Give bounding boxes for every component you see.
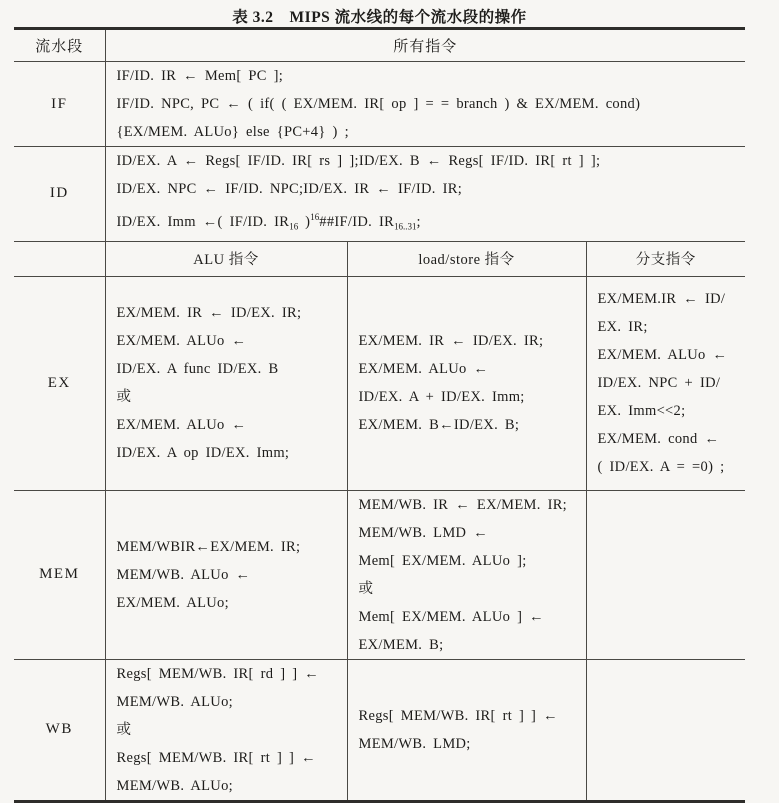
formula-line: IF/ID. NPC, PC ← ( if( ( EX/MEM. IR[ op ] = = branch ) & EX/MEM. cond) [116,96,641,112]
formula-line: ID/EX. A op ID/EX. Imm; [116,445,290,462]
cell-mem-load-store [347,490,586,659]
formula-line: 或 [116,389,132,406]
formula-line: EX/MEM. ALUo ← [358,361,489,378]
formula-line: Mem[ EX/MEM. ALUo ] ← [358,608,544,625]
cell-ex-branch [586,276,745,490]
header-row [14,29,745,62]
stage-label-ex: EX [14,276,105,490]
header-stage-column: 流水段 [14,29,105,62]
formula-line: EX/MEM. cond ← [597,431,720,448]
formula-line: ID/EX. A func ID/EX. B [116,361,279,378]
subheader-alu-instructions: ALU 指令 [105,241,347,276]
formula-line: ID/EX. NPC ← IF/ID. NPC;ID/EX. IR ← IF/ID. IR; [116,181,463,197]
subheader-branch-instructions: 分支指令 [586,241,745,276]
subheader-row [14,241,745,276]
formula-line: EX/MEM. ALUo ← [116,333,247,350]
cell-if-all-instructions [105,62,745,147]
cell-wb-alu [105,659,347,801]
formula-line: EX/MEM. IR ← ID/EX. IR; [116,305,302,322]
table-caption: 表 3.2 MIPS 流水线的每个流水段的操作 [232,9,527,26]
cell-ex-alu [105,276,347,490]
formula-line: ID/EX. NPC + ID/ [597,375,721,392]
cell-wb-branch [586,659,745,801]
formula-line: MEM/WBIR←EX/MEM. IR; [116,538,301,555]
stage-label-mem: MEM [14,490,105,659]
formula-line: MEM/WB. LMD ← [358,524,489,541]
formula-line: EX. IR; [597,319,648,336]
formula-line: Regs[ MEM/WB. IR[ rd ] ] ← [116,665,320,682]
formula-line: MEM/WB. ALUo; [116,693,233,710]
formula-line: EX/MEM. B; [358,636,444,653]
formula-line: Regs[ MEM/WB. IR[ rt ] ] ← [116,749,316,766]
formula-line: EX/MEM. ALUo; [116,594,229,611]
formula-line: MEM/WB. ALUo; [116,777,233,794]
header-all-instructions: 所有指令 [105,29,745,62]
formula-line: EX/MEM. ALUo ← [597,347,728,364]
formula-line: Mem[ EX/MEM. ALUo ]; [358,552,527,569]
cell-id-all-instructions [105,147,745,242]
formula-line: ID/EX. Imm ←( IF/ID. $IR_{16}$ )$^{16}$##IF/ID. $IR_{16..31}$; [116,212,421,232]
row-ex [14,276,745,490]
row-id [14,147,745,242]
formula-line: MEM/WB. IR ← EX/MEM. IR; [358,496,568,513]
stage-label-if: IF [14,62,105,147]
stage-label-id: ID [14,147,105,242]
formula-line: EX/MEM. ALUo ← [116,417,247,434]
formula-line: ID/EX. A + ID/EX. Imm; [358,389,525,406]
cell-mem-alu [105,490,347,659]
row-mem [14,490,745,659]
cell-ex-load-store [347,276,586,490]
subheader-empty-cell [14,241,105,276]
formula-line: EX/MEM.IR ← ID/ [597,291,726,308]
formula-line: EX/MEM. B←ID/EX. B; [358,417,520,434]
cell-mem-branch [586,490,745,659]
formula-line: {EX/MEM. ALUo} else {PC+4} ) ; [116,124,349,140]
formula-line: 或 [116,721,132,738]
formula-line: ( ID/EX. A = =0) ; [597,459,725,476]
formula-line: 或 [358,580,374,597]
formula-line: IF/ID. IR ← Mem[ PC ]; [116,68,284,84]
formula-line: MEM/WB. ALUo ← [116,566,251,583]
stage-label-wb: WB [14,659,105,801]
formula-line: MEM/WB. LMD; [358,735,471,752]
formula-line: EX. Imm<<2; [597,403,686,420]
subheader-load-store-instructions: load/store 指令 [347,241,586,276]
formula-line: ID/EX. A ← Regs[ IF/ID. IR[ rs ] ];ID/EX. B ← Regs[ IF/ID. IR[ rt ] ]; [116,153,601,169]
formula-line: Regs[ MEM/WB. IR[ rt ] ] ← [358,707,558,724]
formula-line: EX/MEM. IR ← ID/EX. IR; [358,333,544,350]
row-if [14,62,745,147]
pipeline-operations-table [14,27,745,803]
row-wb [14,659,745,801]
cell-wb-load-store [347,659,586,801]
